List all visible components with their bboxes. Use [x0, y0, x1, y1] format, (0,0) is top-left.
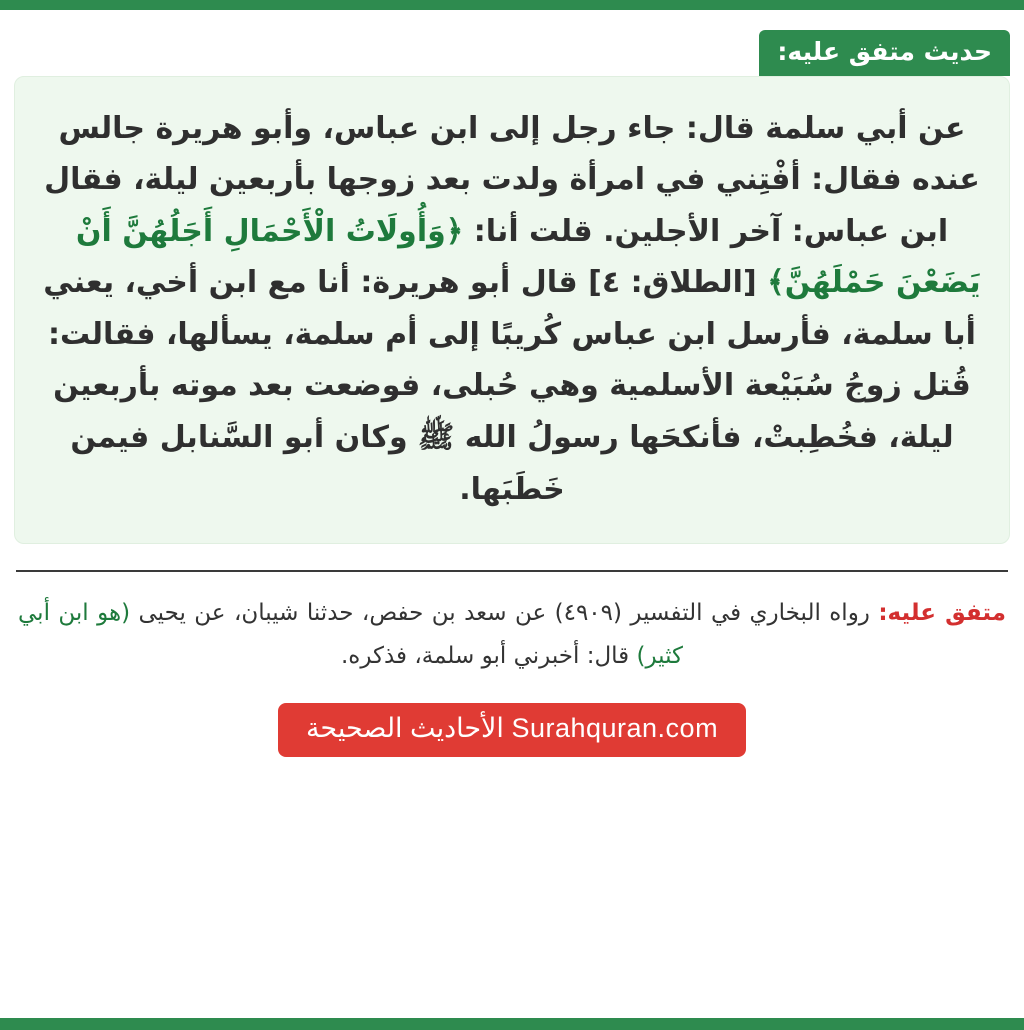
section-divider: [16, 570, 1008, 572]
hadith-part-two: قال أبو هريرة: أنا مع ابن أخي، يعني أبا سلمة، فأرسل ابن عباس كُريبًا إلى أم سلمة، يسألها، فقالت: قُتل زوجُ سُبَيْعة الأسلمية وهي حُبلى، فوضعت بعد موته بأربعين ليلة، فخُطِبتْ، فأنكحَها رسولُ الله ﷺ وكان أبو السَّنابل فيمن خَطَبَها.: [43, 265, 976, 507]
takhrij-text-one: رواه البخاري في التفسير (٤٩٠٩) عن سعد بن حفص، حدثنا شيبان، عن يحيى: [138, 600, 870, 627]
footer-row: [14, 703, 1010, 757]
takhrij-paragraph: [14, 592, 1010, 677]
quran-ayah: ﴿وَأُولَاتُ الْأَحْمَالِ أَجَلُهُنَّ أَنْ يَضَعْنَ حَمْلَهُنَّ﴾: [75, 213, 981, 301]
hadith-part-one: عن أبي سلمة قال: جاء رجل إلى ابن عباس، وأبو هريرة جالس عنده فقال: أفْتِني في امرأة ولدت بعد زوجها بأربعين ليلة، فقال ابن عباس: آخر الأجلين. قلت أنا:: [44, 110, 980, 249]
site-link-button[interactable]: [278, 703, 746, 757]
bottom-accent-bar: [0, 1018, 1024, 1030]
site-domain-label: Surahquran.com: [511, 713, 719, 744]
ayah-reference: [الطلاق: ٤]: [588, 265, 757, 301]
badge-row: [14, 30, 1010, 76]
hadith-paragraph: [41, 103, 983, 516]
card-content: [0, 10, 1024, 1018]
takhrij-label: متفق عليه:: [878, 600, 1007, 627]
takhrij-text-two: قال: أخبرني أبو سلمة، فذكره.: [340, 642, 630, 669]
takhrij-green-note: (هو ابن أبي كثير): [18, 600, 683, 669]
hadith-text-box: [14, 76, 1010, 545]
top-accent-bar: [0, 0, 1024, 10]
hadith-grade-badge: حديث متفق عليه:: [759, 30, 1010, 76]
site-arabic-label: الأحاديث الصحيحة: [305, 713, 504, 744]
